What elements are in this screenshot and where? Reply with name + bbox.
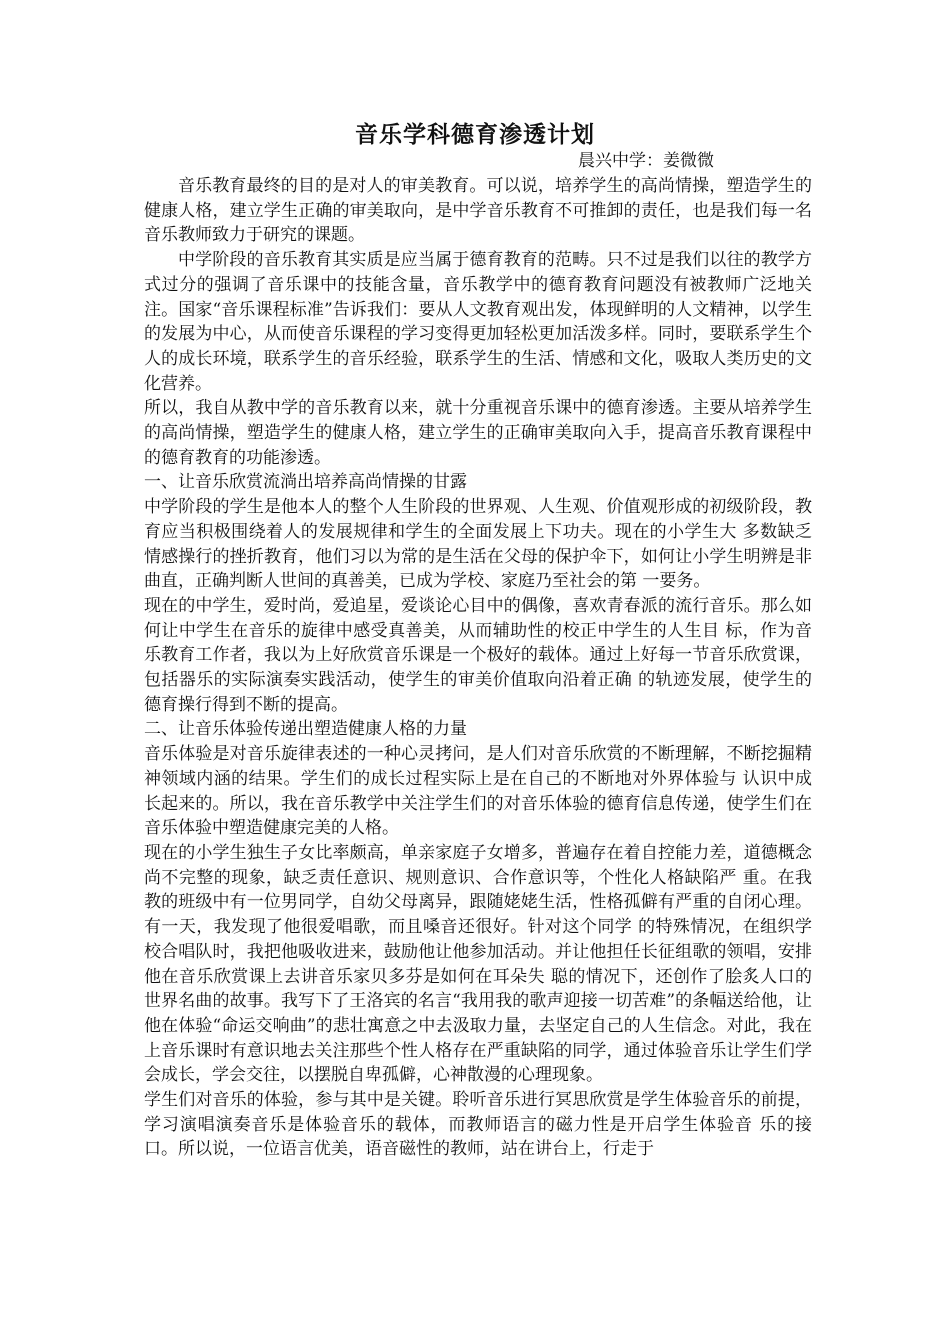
paragraph-section1-1: 中学阶段的学生是他本人的整个人生阶段的世界观、人生观、价值观形成的初级阶段，教育应当积极围绕着人的发展规律和学生的全面发展上下功夫。现在的小学生大 多数缺乏情感操行的挫折教育，他们习以为常的是生活在父母的保护伞下，如何让小学生明辨是非曲直，正确判断人世间的真善美，已成为学校、家庭乃至社会的第 一要务。 xyxy=(144,497,812,592)
paragraph-section2-1: 音乐体验是对音乐旋律表述的一种心灵拷问，是人们对音乐欣赏的不断理解，不断挖掘精神领域内涵的结果。学生们的成长过程实际上是在自己的不断地对外界体验与 认识中成长起来的。所以，我在音乐教学中关注学生们的对音乐体验的德育信息传递，使学生们在音乐体验中塑造健康完美的人格。 xyxy=(144,744,812,839)
paragraph-intro-3: 所以，我自从教中学的音乐教育以来，就十分重视音乐课中的德育渗透。主要从培养学生的高尚情操，塑造学生的健康人格，建立学生的正确审美取向入手，提高音乐教育课程中的德育教育的功能渗透。 xyxy=(144,398,812,468)
document-title: 音乐学科德育渗透计划 xyxy=(355,121,595,148)
paragraph-section2-2: 现在的小学生独生子女比率颇高，单亲家庭子女增多，普遍存在着自控能力差，道德概念尚不完整的现象，缺乏责任意识、规则意识、合作意识等，个性化人格缺陷严 重。在我教的班级中有一位男同学，自幼父母离异，跟随姥姥生活，性格孤僻有严重的自闭心理。有一天，我发现了他很爱唱歌，而且嗓音还很好。针对这个同学 的特殊情况，在组织学校合唱队时，我把他吸收进来，鼓励他让他参加活动。并让他担任长征组歌的领唱，安排他在音乐欣赏课上去讲音乐家贝多芬是如何在耳朵失 聪的情况下，还创作了脍炙人口的世界名曲的故事。我写下了王洛宾的名言“我用我的歌声迎接一切苦难”的条幅送给他，让他在体验“命运交响曲”的悲壮寓意之中去汲取力量，去坚定自己的人生信念。对此，我在上音乐课时有意识地去关注那些个性人格存在严重缺陷的同学，通过体验音乐让学生们学会成长，学会交往，以摆脱自卑孤僻，心神散漫的心理现象。 xyxy=(144,842,812,1086)
author-line: 晨兴中学：姜微微 xyxy=(578,151,714,171)
document-body xyxy=(144,174,812,1162)
paragraph-section2-3: 学生们对音乐的体验，参与其中是关键。聆听音乐进行冥思欣赏是学生体验音乐的前提，学习演唱演奏音乐是体验音乐的载体，而教师语言的磁力性是开启学生体验音 乐的接口。所以说，一位语言优美，语音磁性的教师，站在讲台上，行走于 xyxy=(144,1090,812,1160)
paragraph-section1-2: 现在的中学生，爱时尚，爱追星，爱谈论心目中的偶像，喜欢青春派的流行音乐。那么如何让中学生在音乐的旋律中感受真善美，从而辅助性的校正中学生的人生目 标，作为音乐教育工作者，我以为上好欣赏音乐课是一个极好的载体。通过上好每一节音乐欣赏课，包括器乐的实际演奏实践活动，使学生的审美价值取向沿着正确 的轨迹发展，使学生的德育操行得到不断的提高。 xyxy=(144,595,812,715)
section-heading-2: 二、让音乐体验传递出塑造健康人格的力量 xyxy=(144,719,467,740)
paragraph-intro-2: 中学阶段的音乐教育其实质是应当属于德育教育的范畴。只不过是我们以往的教学方式过分的强调了音乐课中的技能含量，音乐教学中的德育教育问题没有被教师广泛地关注。国家“音乐课程标准”告诉我们：要从人文教育观出发，体现鲜明的人文精神，以学生的发展为中心，从而使音乐课程的学习变得更加轻松更加活泼多样。同时，要联系学生个人的成长环境，联系学生的音乐经验，联系学生的生活、情感和文化，吸取人类历史的文化营养。 xyxy=(144,250,812,394)
paragraph-intro-1: 音乐教育最终的目的是对人的审美教育。可以说，培养学生的高尚情操，塑造学生的健康人格，建立学生正确的审美取向，是中学音乐教育不可推卸的责任，也是我们每一名音乐教师致力于研究的课题。 xyxy=(144,176,812,246)
section-heading-1: 一、让音乐欣赏流淌出培养高尚情操的甘露 xyxy=(144,472,467,493)
